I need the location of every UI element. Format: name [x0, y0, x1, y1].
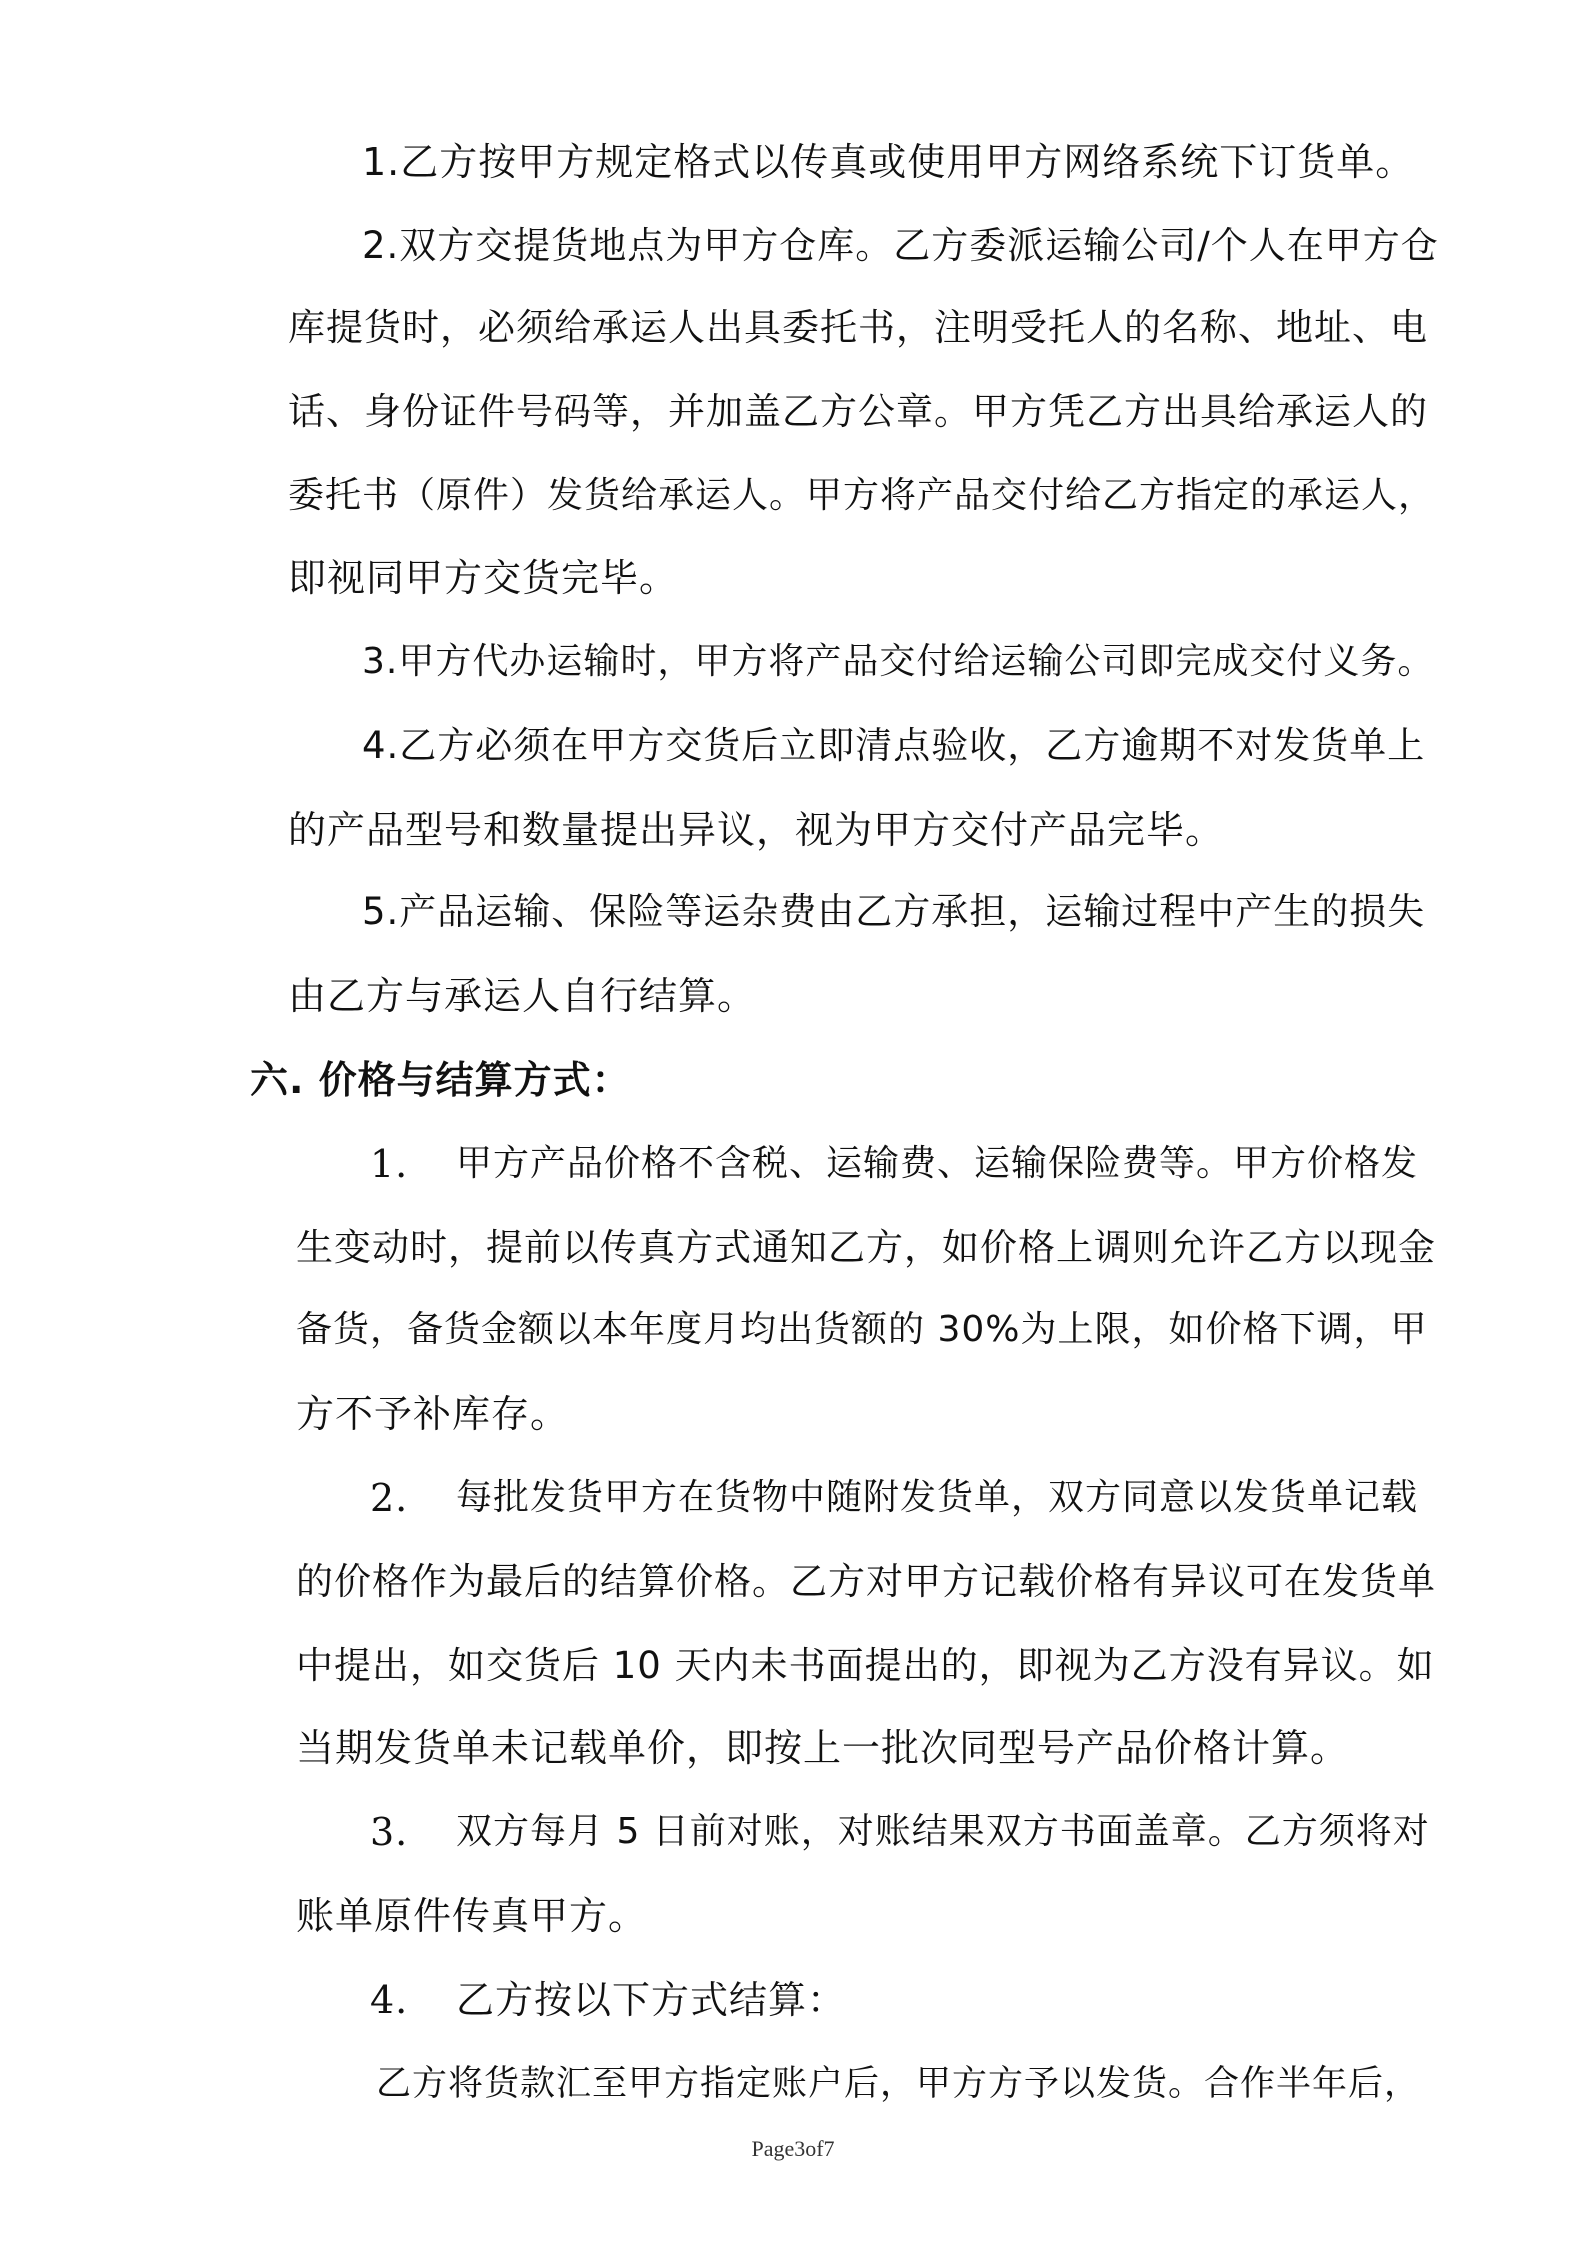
text-line: 账单原件传真甲方。 [296, 1894, 648, 1938]
text-line: 3.甲方代办运输时，甲方将产品交付给运输公司即完成交付义务。 [362, 641, 1435, 682]
text-line: 库提货时，必须给承运人出具委托书，注明受托人的名称、地址、电 [288, 306, 1428, 349]
text-line: 的产品型号和数量提出异议，视为甲方交付产品完毕。 [288, 808, 1225, 852]
text-line: 方不予补库存。 [296, 1392, 570, 1436]
item-number: 1. [370, 1142, 409, 1186]
item-number: 2. [370, 1476, 409, 1520]
text-line: 备货，备货金额以本年度月均出货额的 30%为上限，如价格下调，甲 [296, 1309, 1428, 1350]
text-line: 双方每月 5 日前对账，对账结果双方书面盖章。乙方须将对 [456, 1811, 1430, 1852]
text-line: 1.乙方按甲方规定格式以传真或使用甲方网络系统下订货单。 [362, 140, 1415, 184]
page-footer: Page3of7 [751, 2136, 835, 2161]
item-number: 4. [370, 1978, 409, 2022]
text-line: 话、身份证件号码等，并加盖乙方公章。甲方凭乙方出具给承运人的 [288, 390, 1428, 433]
text-line: 每批发货甲方在货物中随附发货单，双方同意以发货单记载 [456, 1477, 1419, 1518]
text-line: 乙方按以下方式结算： [456, 1978, 847, 2022]
text-line: 生变动时，提前以传真方式通知乙方，如价格上调则允许乙方以现金 [296, 1226, 1436, 1269]
text-line: 即视同甲方交货完毕。 [288, 556, 679, 600]
text-line: 甲方产品价格不含税、运输费、运输保险费等。甲方价格发 [456, 1143, 1419, 1184]
text-line: 由乙方与承运人自行结算。 [288, 974, 757, 1018]
text-line: 当期发货单未记载单价，即按上一批次同型号产品价格计算。 [296, 1726, 1350, 1770]
text-line: 乙方将货款汇至甲方指定账户后，甲方方予以发货。合作半年后， [376, 2064, 1421, 2104]
section-heading: 六. 价格与结算方式： [250, 1058, 631, 1102]
text-line: 2.双方交提货地点为甲方仓库。乙方委派运输公司/个人在甲方仓 [362, 224, 1439, 267]
text-line: 4.乙方必须在甲方交货后立即清点验收，乙方逾期不对发货单上 [362, 724, 1426, 767]
text-line: 中提出，如交货后 10 天内未书面提出的，即视为乙方没有异议。如 [296, 1644, 1435, 1687]
text-line: 5.产品运输、保险等运杂费由乙方承担，运输过程中产生的损失 [362, 890, 1426, 933]
text-line: 的价格作为最后的结算价格。乙方对甲方记载价格有异议可在发货单 [296, 1560, 1436, 1603]
item-number: 3. [370, 1810, 409, 1854]
text-line: 委托书（原件）发货给承运人。甲方将产品交付给乙方指定的承运人， [288, 475, 1436, 516]
